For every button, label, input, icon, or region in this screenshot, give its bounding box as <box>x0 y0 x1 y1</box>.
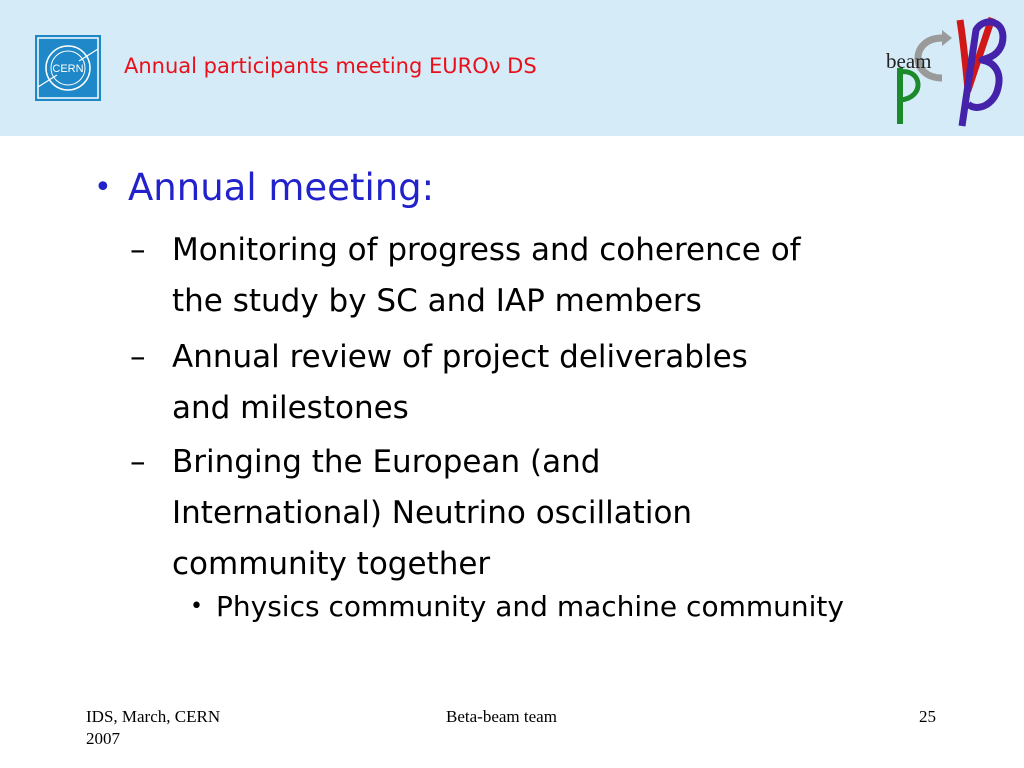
slide-heading: Annual meeting: <box>128 166 435 209</box>
bullet-icon: • <box>94 170 112 205</box>
header-title: Annual participants meeting EUROν DS <box>124 54 537 78</box>
bullet-icon: • <box>190 594 203 619</box>
dash-icon: – <box>130 444 146 480</box>
list-item-text: Bringing the European (and International) Neutrino oscillation community together <box>172 444 693 582</box>
page-number: 25 <box>919 707 936 726</box>
dash-icon: – <box>130 339 146 375</box>
cern-logo-text: CERN <box>52 63 84 75</box>
sub-list-item-text: Physics community and machine community <box>216 590 844 623</box>
footer-center: Beta-beam team <box>446 707 557 726</box>
footer-left: IDS, March, CERN 2007 <box>86 707 221 748</box>
dash-icon: – <box>130 232 146 268</box>
beam-logo-text: beam <box>886 49 932 73</box>
list-item-text: Monitoring of progress and coherence of the study by SC and IAP members <box>172 232 801 319</box>
list-item-text: Annual review of project deliverables and milestones <box>172 339 748 426</box>
